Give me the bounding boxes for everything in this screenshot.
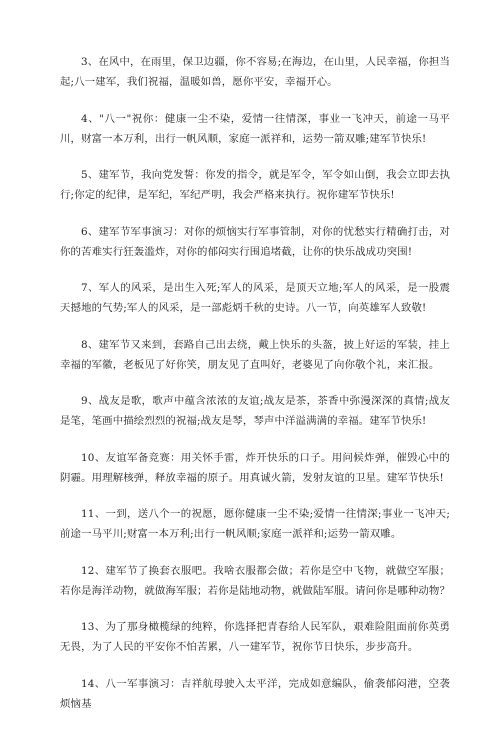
message-list <box>60 52 450 730</box>
message-paragraph-7: 7、军人的风采，是出生入死;军人的风采，是顶天立地;军人的风采，是一股震天撼地的气势;军人的风采，是一部彪炳千秋的史诗。八一节，向英雄军人致敬! <box>60 282 450 314</box>
message-paragraph-4: 4、"八一"祝你：健康一尘不染，爱情一往情深，事业一飞冲天，前途一马平川，财富一本万利，出行一帆风顺，家庭一派祥和，运势一箭双雕;建军节快乐! <box>60 112 450 145</box>
message-paragraph-10: 10、友谊军备竞赛：用关怀手雷，炸开快乐的口子。用问候炸弹，催毁心中的阴霾。用理解核弹，释放幸福的原子。用真诚火箭，发射友谊的卫星。建军节快乐! <box>60 451 450 484</box>
message-paragraph-14: 14、八一军事演习：吉祥航母驶入太平洋，完成如意编队，偷袭郁闷港，空袭烦恼基 <box>60 677 450 710</box>
message-paragraph-8: 8、建军节又来到，套路自己出去绕，戴上快乐的头盔，披上好运的军装，挂上幸福的军徽，老板见了好你笑，朋友见了直叫好，老婆见了向你敬个礼，来汇报。 <box>60 338 450 371</box>
message-paragraph-3: 3、在风中，在雨里，保卫边疆，你不容易;在海边，在山里，人民幸福，你担当起;八一建军，我们祝福，温暖如兽，愿你平安，幸福开心。 <box>60 56 450 88</box>
message-paragraph-6: 6、建军节军事演习：对你的烦恼实行军事管制，对你的忧愁实行精确打击，对你的苦难实行狂轰滥炸，对你的郁闷实行围追堵截，让你的快乐战成功突围! <box>60 225 450 258</box>
message-paragraph-12: 12、建军节了换套衣服吧。我啥衣服都会做；若你是空中飞物，就做空军服；若你是海洋动物，就做海军服；若你是陆地动物，就做陆军服。请问你是哪种动物？ <box>60 564 450 597</box>
message-paragraph-5: 5、建军节，我向党发誓：你发的指令，就是军令，军令如山倒，我会立即去执行;你定的纪律，是军纪，军纪严明，我会严格来执行。祝你建军节快乐! <box>60 169 450 201</box>
message-paragraph-13: 13、为了那身橄榄绿的纯粹，你选择把青春给人民军队，艰难险阻面前你英勇无畏，为了人民的平安你不怕苦累，八一建军节，祝你节日快乐，步步高升。 <box>60 621 450 653</box>
message-paragraph-11: 11、一到，送八个一的祝愿，愿你健康一尘不染;爱情一往情深;事业一飞冲天;前途一马平川;财富一本万利;出行一帆风顺;家庭一派祥和;运势一箭双雕。 <box>60 508 450 540</box>
message-paragraph-9: 9、战友是歌，歌声中蕴含浓浓的友谊;战友是茶，茶香中弥漫深深的真情;战友是笔，笔画中描绘烈烈的祝福;战友是琴，琴声中洋溢满满的幸福。建军节快乐! <box>60 395 450 427</box>
